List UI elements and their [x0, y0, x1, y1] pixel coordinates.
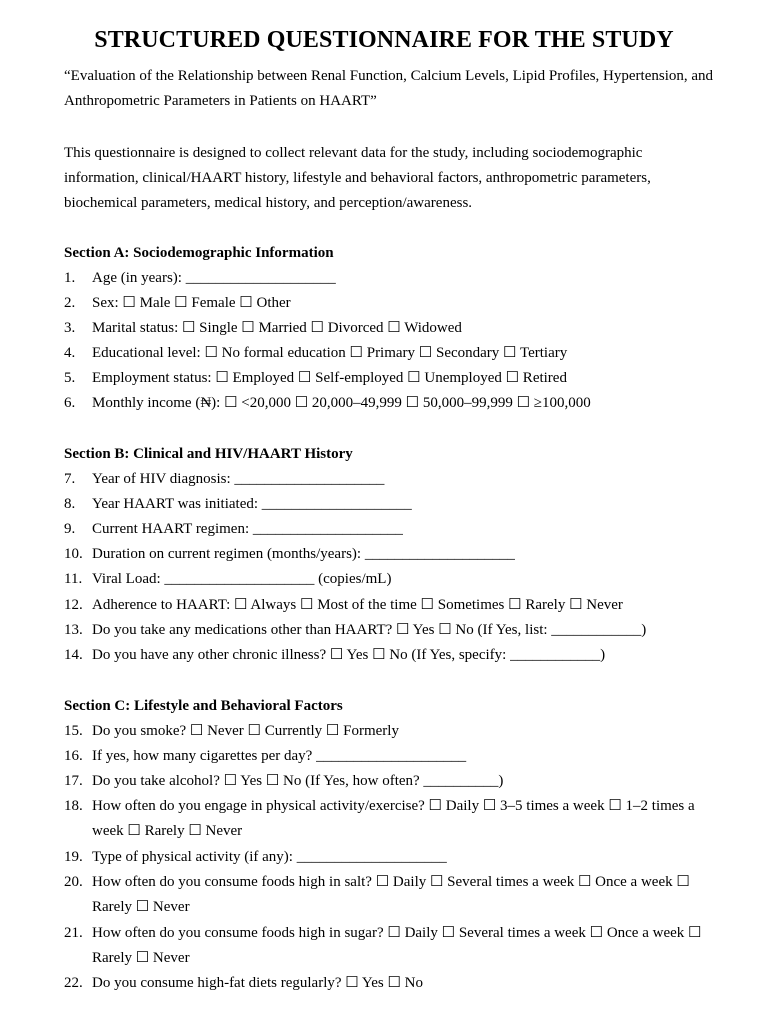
- question-item: [64, 971, 714, 996]
- question-item: [64, 316, 714, 341]
- question-item: [64, 845, 714, 870]
- question-number: 5.: [64, 370, 76, 386]
- question-item: [64, 391, 714, 416]
- question-item: [64, 921, 714, 971]
- question-item: [64, 542, 714, 567]
- question-text: Current HAART regimen: ____________________: [92, 521, 403, 537]
- question-text: Monthly income (₦): ☐ <20,000 ☐ 20,000–49,999 ☐ 50,000–99,999 ☐ ≥100,000: [92, 395, 591, 411]
- question-text: Sex: ☐ Male ☐ Female ☐ Other: [92, 295, 291, 311]
- question-item: [64, 643, 714, 668]
- section-heading: Section B: Clinical and HIV/HAART History: [64, 446, 353, 462]
- question-item: [64, 769, 714, 794]
- question-item: [64, 870, 714, 920]
- question-number: 20.: [64, 874, 83, 890]
- question-number: 3.: [64, 320, 76, 336]
- intro-paragraph: This questionnaire is designed to collect relevant data for the study, including sociodemographic information, clinical/HAART history, lifestyle and behavioral factors, anthropometric parameters, biochemical parameters, medical history, and perception/awareness.: [64, 145, 651, 211]
- question-text: How often do you consume foods high in sugar? ☐ Daily ☐ Several times a week ☐ Once a week ☐ Rarely ☐ Never: [92, 925, 702, 966]
- question-text: Do you have any other chronic illness? ☐ Yes ☐ No (If Yes, specify: ____________): [92, 647, 606, 663]
- question-number: 21.: [64, 925, 83, 941]
- question-text: Do you take any medications other than HAART? ☐ Yes ☐ No (If Yes, list: ____________): [92, 622, 647, 638]
- question-number: 15.: [64, 723, 83, 739]
- question-text: Type of physical activity (if any): ____________________: [92, 849, 447, 865]
- question-text: Do you take alcohol? ☐ Yes ☐ No (If Yes, how often? __________): [92, 773, 504, 789]
- question-item: [64, 744, 714, 769]
- question-item: [64, 593, 714, 618]
- question-number: 19.: [64, 849, 83, 865]
- question-number: 18.: [64, 798, 83, 814]
- question-text: How often do you engage in physical activity/exercise? ☐ Daily ☐ 3–5 times a week ☐ 1–2 times a week ☐ Rarely ☐ Never: [92, 798, 695, 839]
- question-text: Year HAART was initiated: ____________________: [92, 496, 412, 512]
- question-text: Age (in years): ____________________: [92, 270, 336, 286]
- question-number: 14.: [64, 647, 83, 663]
- question-number: 22.: [64, 975, 83, 991]
- question-item: [64, 567, 714, 592]
- question-text: Duration on current regimen (months/years): ____________________: [92, 546, 515, 562]
- question-number: 11.: [64, 571, 83, 587]
- question-text: Adherence to HAART: ☐ Always ☐ Most of the time ☐ Sometimes ☐ Rarely ☐ Never: [92, 597, 623, 613]
- question-number: 13.: [64, 622, 83, 638]
- question-text: Do you consume high-fat diets regularly? ☐ Yes ☐ No: [92, 975, 424, 991]
- question-item: [64, 492, 714, 517]
- question-text: Viral Load: ____________________ (copies/mL): [92, 571, 392, 587]
- question-item: [64, 467, 714, 492]
- question-text: Employment status: ☐ Employed ☐ Self-employed ☐ Unemployed ☐ Retired: [92, 370, 567, 386]
- question-text: Educational level: ☐ No formal education ☐ Primary ☐ Secondary ☐ Tertiary: [92, 345, 568, 361]
- question-item: [64, 719, 714, 744]
- question-item: [64, 794, 714, 844]
- question-item: [64, 291, 714, 316]
- section-heading: Section C: Lifestyle and Behavioral Factors: [64, 698, 343, 714]
- question-item: [64, 618, 714, 643]
- question-number: 2.: [64, 295, 76, 311]
- question-item: [64, 517, 714, 542]
- question-number: 6.: [64, 395, 76, 411]
- question-text: Do you smoke? ☐ Never ☐ Currently ☐ Formerly: [92, 723, 399, 739]
- question-text: Year of HIV diagnosis: ____________________: [92, 471, 385, 487]
- question-item: [64, 266, 714, 291]
- document-title: STRUCTURED QUESTIONNAIRE FOR THE STUDY: [94, 27, 674, 53]
- question-number: 4.: [64, 345, 76, 361]
- question-number: 10.: [64, 546, 83, 562]
- question-number: 7.: [64, 471, 76, 487]
- question-number: 16.: [64, 748, 83, 764]
- study-title: “Evaluation of the Relationship between Renal Function, Calcium Levels, Lipid Profiles, Hypertension, and Anthropometric Parameters in Patients on HAART”: [64, 68, 714, 109]
- question-item: [64, 341, 714, 366]
- section-heading: Section A: Sociodemographic Information: [64, 245, 334, 261]
- question-number: 17.: [64, 773, 83, 789]
- question-number: 1.: [64, 270, 76, 286]
- question-text: How often do you consume foods high in salt? ☐ Daily ☐ Several times a week ☐ Once a week ☐ Rarely ☐ Never: [92, 874, 690, 915]
- question-number: 12.: [64, 597, 83, 613]
- question-number: 9.: [64, 521, 76, 537]
- question-number: 8.: [64, 496, 76, 512]
- question-text: Marital status: ☐ Single ☐ Married ☐ Divorced ☐ Widowed: [92, 320, 462, 336]
- question-text: If yes, how many cigarettes per day? ____________________: [92, 748, 467, 764]
- question-item: [64, 366, 714, 391]
